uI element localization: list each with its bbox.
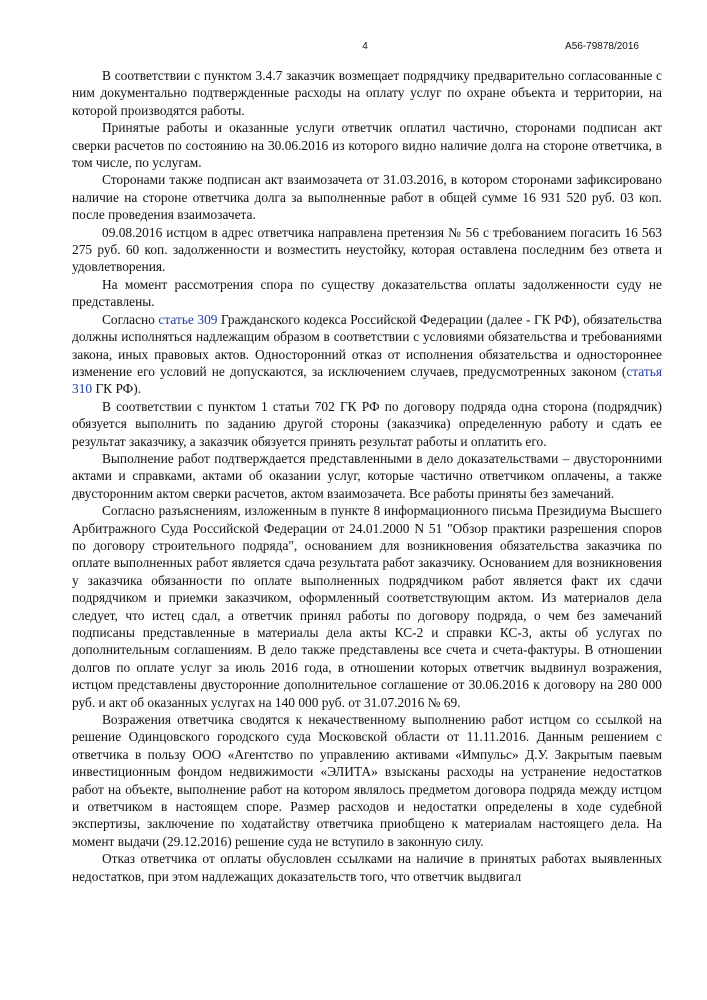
page-number: 4 — [362, 41, 368, 52]
paragraph-no-payment-evidence: На момент рассмотрения спора по существу доказательства оплаты задолженности суду не представлены. — [72, 276, 662, 310]
link-article-310[interactable]: статья 310 — [72, 363, 662, 397]
paragraph-partial-payment: Принятые работы и оказанные услуги ответчик оплатил частично, сторонами подписан акт сверки расчетов по состоянию на 30.06.2016 из которого видно наличие долга на стороне ответчика, в том числе, по услугам. — [72, 120, 662, 171]
paragraph-objections: Возражения ответчика сводятся к некачественному выполнению работ истцом со ссылкой на решение Одинцовского городского суда Московской области от 11.11.2016. Данным решением с ответчика в пользу ООО «Агентство по управлению активами «Импульс» Д.У. Закрытым паевым инвестиционным фондом недвижимости «ЭЛИТА» взысканы расходы на устранение недостатков работ на объекте, выполнение работ на котором являлось предметом договора подряда между истцом и ответчиком в настоящем споре. Размер расходов и недостатки определены в ходе судебной экспертизы, заключение по ходатайству ответчика приобщено к материалам настоящего дела. На момент выдачи (29.12.2016) решение суда не вступило в законную силу. — [72, 712, 662, 849]
paragraph-article-702: В соответствии с пунктом 1 статьи 702 ГК РФ по договору подряда одна сторона (подрядчик) обязуется выполнить по заданию другой стороны (заказчика) определенную работу и сдать ее результат заказчику, а заказчик обязуется принять результат работы и оплатить его. — [72, 398, 662, 449]
text-segment: ГК РФ). — [92, 381, 142, 397]
link-article-309[interactable]: статье 309 — [158, 311, 218, 327]
paragraph-refusal: Отказ ответчика от оплаты обусловлен ссылками на наличие в принятых работах выявленных недостатков, при этом надлежащих доказательств того, что ответчик выдвигал — [72, 851, 662, 884]
document-body — [72, 67, 662, 885]
text-segment: Гражданского кодекса Российской Федерации (далее - ГК РФ), обязательства должны исполняться надлежащим образом в соответствии с условиями обязательства и требованиями закона, иных правовых актов. Односторонний отказ от исполнения обязательства и одностороннее изменение его условий не допускаются, за исключением случаев, предусмотренных законом ( — [72, 311, 662, 379]
paragraph-article-309 — [72, 311, 662, 398]
paragraph-work-confirmation: Выполнение работ подтверждается представленными в дело доказательствами – двусторонними актами и справками, актами об оказании услуг, которые частично ответчиком оплачены, а также двусторонним актом сверки расчетов, актом взаимозачета. Все работы приняты без замечаний. — [72, 450, 662, 501]
paragraph-claim: 09.08.2016 истцом в адрес ответчика направлена претензия № 56 с требованием погасить 16 563 275 руб. 60 коп. задолженности и возместить неустойку, которая оставлена последним без ответа и удовлетворения. — [72, 224, 662, 275]
paragraph-offset-act: Сторонами также подписан акт взаимозачета от 31.03.2016, в котором сторонами зафиксировано наличие на стороне ответчика долга за выполненные работ в общей сумме 16 931 520 руб. 03 коп. после проведения взаимозачета. — [72, 172, 662, 223]
paragraph-vas-clarification: Согласно разъяснениям, изложенным в пункте 8 информационного письма Президиума Высшего Арбитражного Суда Российской Федерации от 24.01.2000 N 51 "Обзор практики разрешения споров по договору строительного подряда", основанием для возникновения обязательства заказчика по оплате выполненных работ является сдача результата работ заказчику. Основанием для возникновения у заказчика обязанности по оплате выполненных подрядчиком работ является факт их сдачи подрядчиком и приемки заказчиком, оформленный соответствующим актом. Из материалов дела следует, что истец сдал, а ответчик принял работы по договору подряда, о чем без замечаний подписаны представленные в материалы дела акты КС-2 и справки КС-3, акты об услугах по дополнительным соглашениям. В дело также представлены все счета и счета-фактуры. В отношении долгов по оплате услуг за июль 2016 года, в отношении которых ответчик выдвинул возражения, истцом представлены двусторонние дополнительное соглашение от 30.06.2016 к договору на 280 000 руб. и акт об оказанных услугах на 140 000 руб. от 31.07.2016 № 69. — [72, 503, 662, 710]
case-number: А56-79878/2016 — [565, 41, 639, 52]
text-segment: Согласно — [102, 311, 159, 327]
paragraph-contract-clause: В соответствии с пунктом 3.4.7 заказчик возмещает подрядчику предварительно согласованные с ним документально подтвержденные расходы на оплату услуг по охране объекта и территории, на которой производятся работы. — [72, 68, 662, 118]
